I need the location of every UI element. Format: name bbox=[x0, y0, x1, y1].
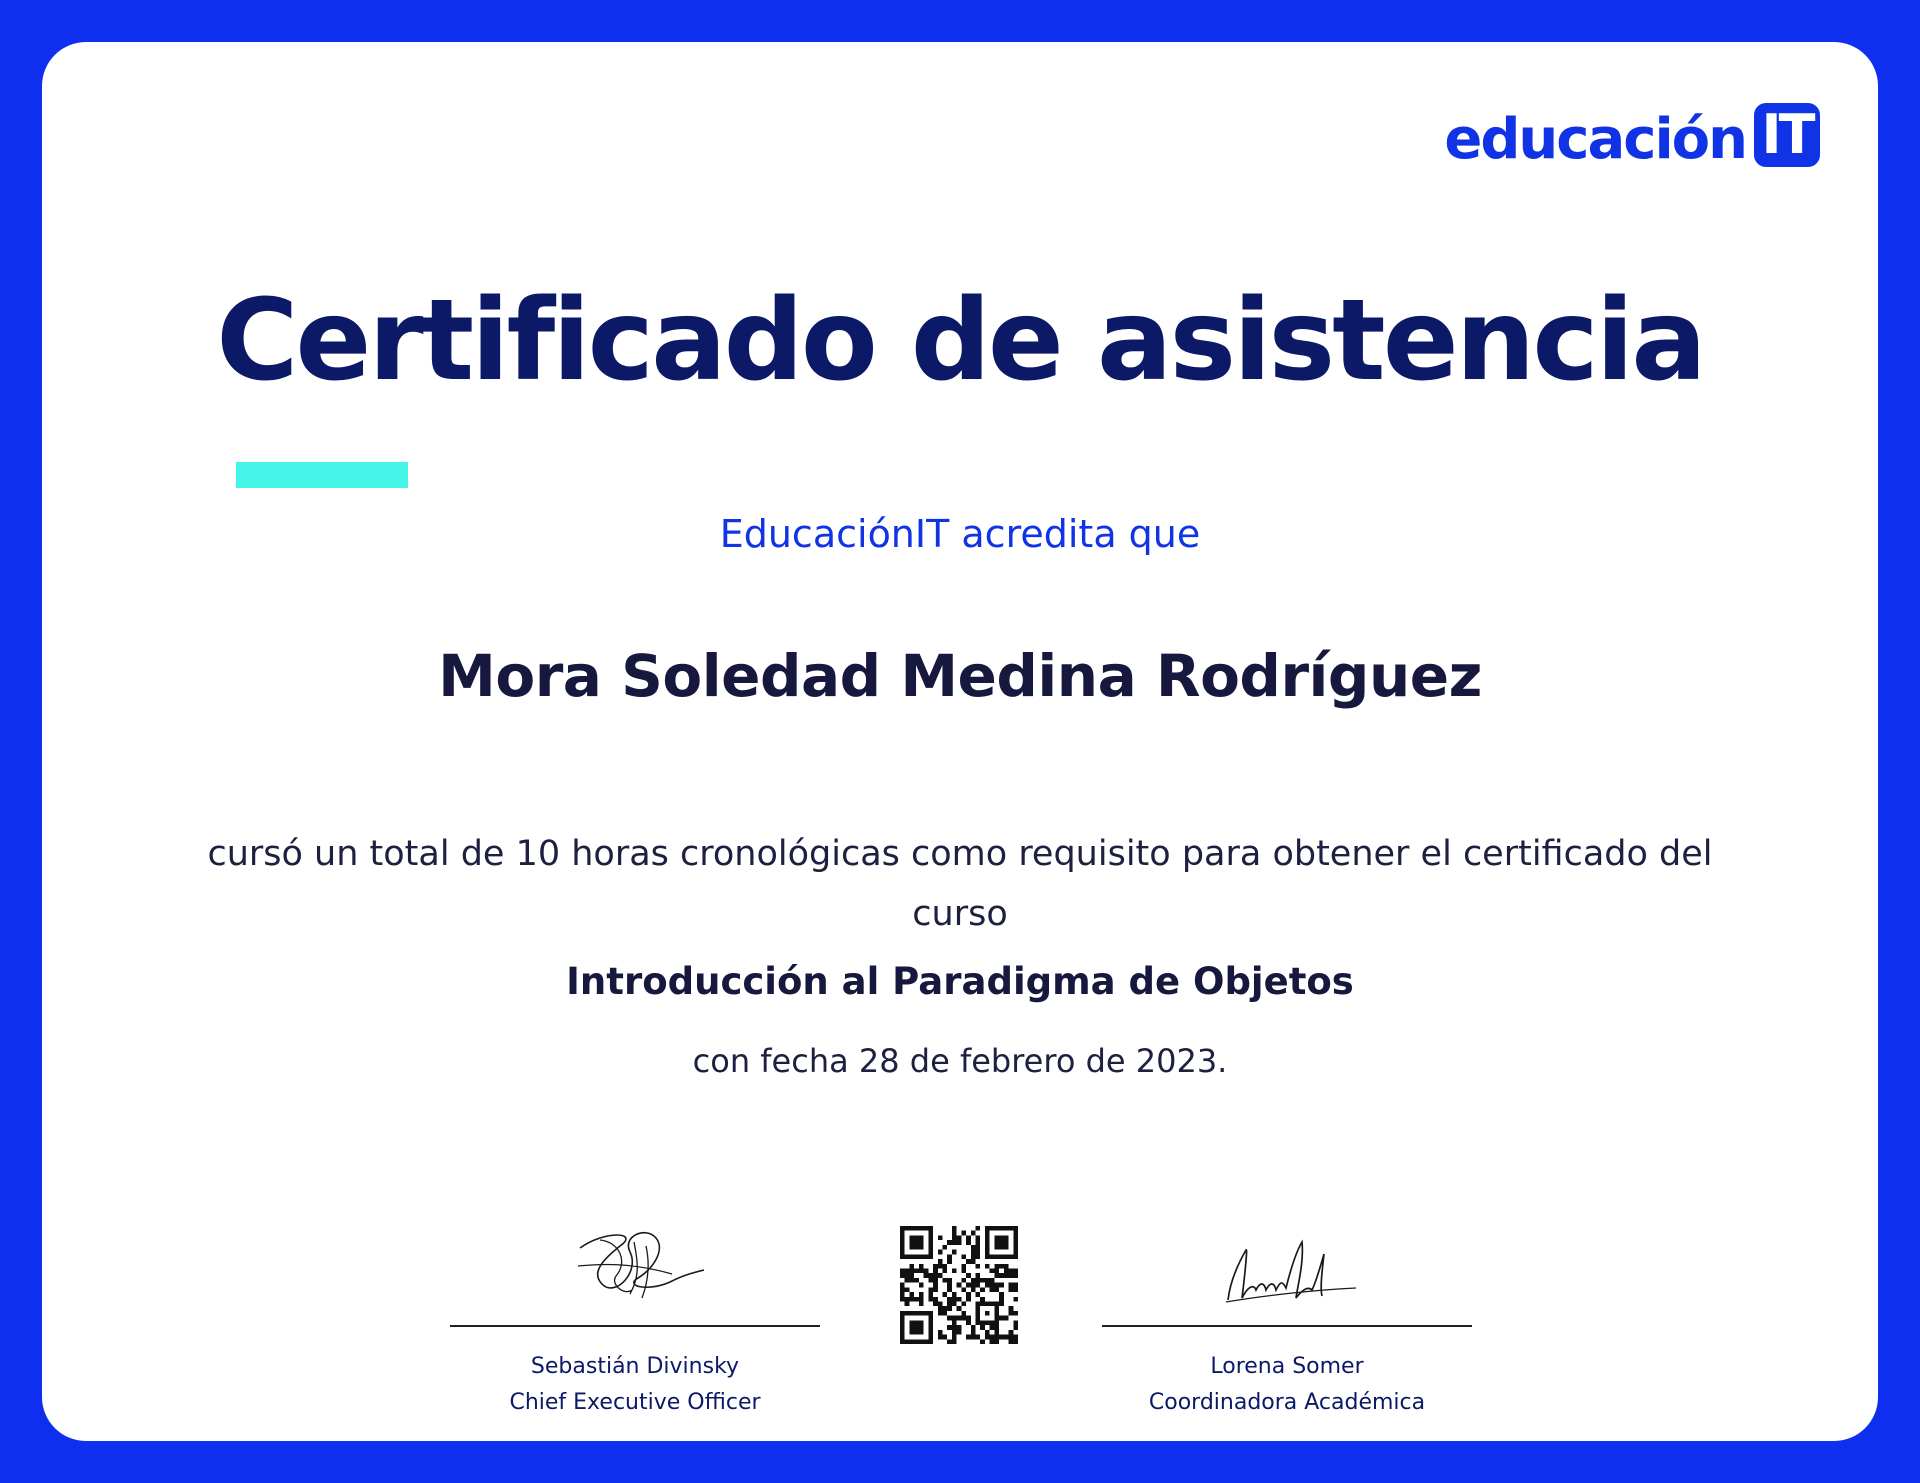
signature-coordinator bbox=[1212, 1212, 1362, 1322]
certificate-card bbox=[42, 42, 1878, 1441]
signature-block-coordinator bbox=[1102, 1212, 1472, 1421]
signature-block-ceo bbox=[450, 1212, 820, 1421]
accent-bar bbox=[236, 462, 408, 488]
verification-qr-code bbox=[900, 1226, 1018, 1344]
logo-wordmark: educación bbox=[1444, 107, 1746, 172]
signatory-role: Chief Executive Officer bbox=[509, 1390, 761, 1415]
signatory-role: Coordinadora Académica bbox=[1148, 1390, 1426, 1415]
signature-ceo bbox=[560, 1212, 710, 1322]
signature-line-coordinator bbox=[1102, 1325, 1472, 1327]
signature-line-ceo bbox=[450, 1325, 820, 1327]
course-description: cursó un total de 10 horas cronológicas como requisito para obtener el certificado del curso bbox=[207, 834, 1713, 934]
course-name: Introducción al Paradigma de Objetos bbox=[566, 960, 1354, 1003]
accredits-line: EducaciónIT acredita que bbox=[719, 512, 1201, 556]
certificate-title: Certificado de asistencia bbox=[216, 276, 1704, 406]
signatory-name: Sebastián Divinsky bbox=[530, 1354, 740, 1379]
signatory-name: Lorena Somer bbox=[1210, 1354, 1364, 1379]
logo-badge: IT bbox=[1754, 103, 1820, 167]
educacionit-logo bbox=[1444, 103, 1820, 172]
completion-date: con fecha 28 de febrero de 2023. bbox=[692, 1042, 1228, 1080]
recipient-name: Mora Soledad Medina Rodríguez bbox=[438, 642, 1482, 710]
